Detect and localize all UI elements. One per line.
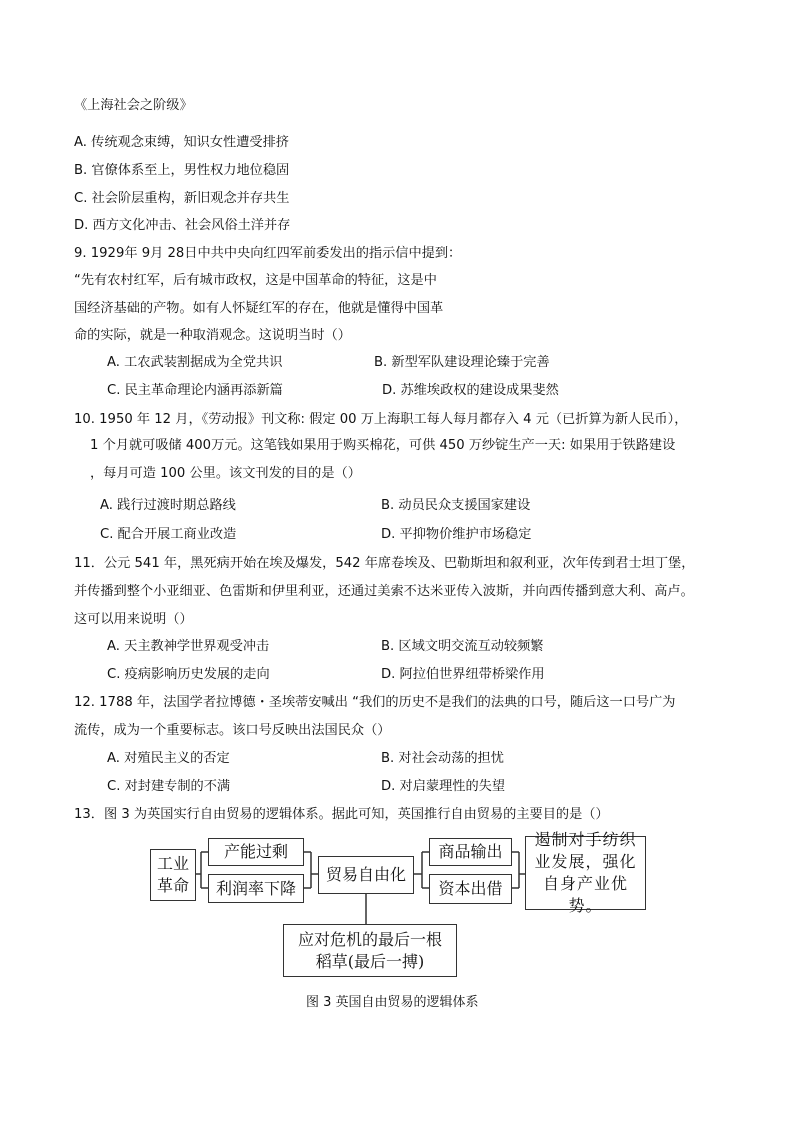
box-result: 遏制对手纺织业发展，强化自身产业优势。 bbox=[525, 836, 646, 910]
q11-option-b[interactable]: B. 区域文明交流互动较频繁 bbox=[381, 639, 544, 654]
q9-option-b[interactable]: B. 新型军队建设理论臻于完善 bbox=[374, 355, 550, 370]
box-trade-liberalization: 贸易自由化 bbox=[318, 856, 414, 894]
q9-option-c[interactable]: C. 民主革命理论内涵再添新篇 bbox=[107, 383, 283, 398]
q11-option-a[interactable]: A. 天主教神学世界观受冲击 bbox=[107, 639, 270, 654]
q12-stem-line1: 12. 1788 年，法国学者拉博德・圣埃蒂安喊出 “我们的历史不是我们的法典的口号，随后这一口号广为 bbox=[74, 695, 676, 710]
q9-option-a[interactable]: A. 工农武装割据成为全党共识 bbox=[107, 355, 283, 370]
box-last-straw: 应对危机的最后一根稻草(最后一搏) bbox=[283, 924, 457, 977]
q11-stem-line1: 11．公元 541 年，黑死病开始在埃及爆发，542 年席卷埃及、巴勒斯坦和叙利亚，次年传到君士坦丁堡， bbox=[74, 556, 695, 571]
q10-stem-line2: 1 个月就可吸储 400万元。这笔钱如果用于购买棉花，可供 450 万纱锭生产一天: 如果用于铁路建设 bbox=[90, 438, 676, 453]
figure-caption: 图 3 英国自由贸易的逻辑体系 bbox=[306, 995, 479, 1010]
q12-option-a[interactable]: A. 对殖民主义的否定 bbox=[107, 751, 230, 766]
q13-stem-line1: 13．图 3 为英国实行自由贸易的逻辑体系。据此可知，英国推行自由贸易的主要目的是（） bbox=[74, 807, 609, 822]
q11-option-c[interactable]: C. 疫病影响历史发展的走向 bbox=[107, 667, 270, 682]
q10-stem-line1: 10. 1950 年 12 月，《劳动报》刊文称: 假定 00 万上海职工每人每月都存入 4 元（已折算为新人民币）， bbox=[74, 412, 688, 427]
q9-stem-line3: 国经济基础的产物。如有人怀疑红军的存在，他就是懂得中国革 bbox=[74, 301, 444, 316]
q8-option-d[interactable]: D. 西方文化冲击、社会风俗土洋并存 bbox=[74, 218, 291, 233]
box-capital-lending: 资本出借 bbox=[429, 874, 512, 904]
q11-stem-line2: 并传播到整个小亚细亚、色雷斯和伊里利亚，还通过美索不达米亚传入波斯，并向西传播到意大利、高卢。 bbox=[74, 584, 694, 599]
q9-stem-line1: 9. 1929年 9月 28日中共中央向红四军前委发出的指示信中提到： bbox=[74, 246, 462, 261]
q10-option-a[interactable]: A. 践行过渡时期总路线 bbox=[100, 498, 236, 513]
q12-option-c[interactable]: C. 对封建专制的不满 bbox=[107, 779, 231, 794]
box-goods-export: 商品输出 bbox=[429, 838, 512, 866]
q11-option-d[interactable]: D. 阿拉伯世界纽带桥梁作用 bbox=[381, 667, 545, 682]
q8-option-b[interactable]: B. 官僚体系至上，男性权力地位稳固 bbox=[74, 163, 290, 178]
q10-stem-line3: ，每月可造 100 公里。该文刊发的目的是（） bbox=[90, 466, 361, 481]
q12-option-b[interactable]: B. 对社会动荡的担忧 bbox=[381, 751, 504, 766]
q9-stem-line4: 命的实际，就是一种取消观念。这说明当时（） bbox=[74, 328, 351, 343]
box-overcapacity: 产能过剩 bbox=[208, 838, 304, 866]
q9-stem-line2: “先有农村红军，后有城市政权，这是中国革命的特征，这是中 bbox=[74, 273, 437, 288]
box-profit-fall: 利润率下降 bbox=[208, 874, 304, 903]
q8-option-c[interactable]: C. 社会阶层重构，新旧观念并存共生 bbox=[74, 191, 290, 206]
q8-option-a[interactable]: A. 传统观念束缚，知识女性遭受排挤 bbox=[74, 135, 289, 150]
q10-option-b[interactable]: B. 动员民众支援国家建设 bbox=[381, 498, 531, 513]
q9-option-d[interactable]: D. 苏维埃政权的建设成果斐然 bbox=[382, 383, 559, 398]
q12-option-d[interactable]: D. 对启蒙理性的失望 bbox=[381, 779, 506, 794]
q10-option-c[interactable]: C. 配合开展工商业改造 bbox=[100, 527, 237, 542]
q11-stem-line3: 这可以用来说明（） bbox=[74, 612, 193, 627]
q10-option-d[interactable]: D. 平抑物价维护市场稳定 bbox=[381, 527, 532, 542]
box-industrial-revolution: 工业革命 bbox=[150, 849, 196, 901]
q12-stem-line2: 流传，成为一个重要标志。该口号反映出法国民众（） bbox=[74, 723, 391, 738]
q8-source: 《上海社会之阶级》 bbox=[74, 98, 193, 113]
